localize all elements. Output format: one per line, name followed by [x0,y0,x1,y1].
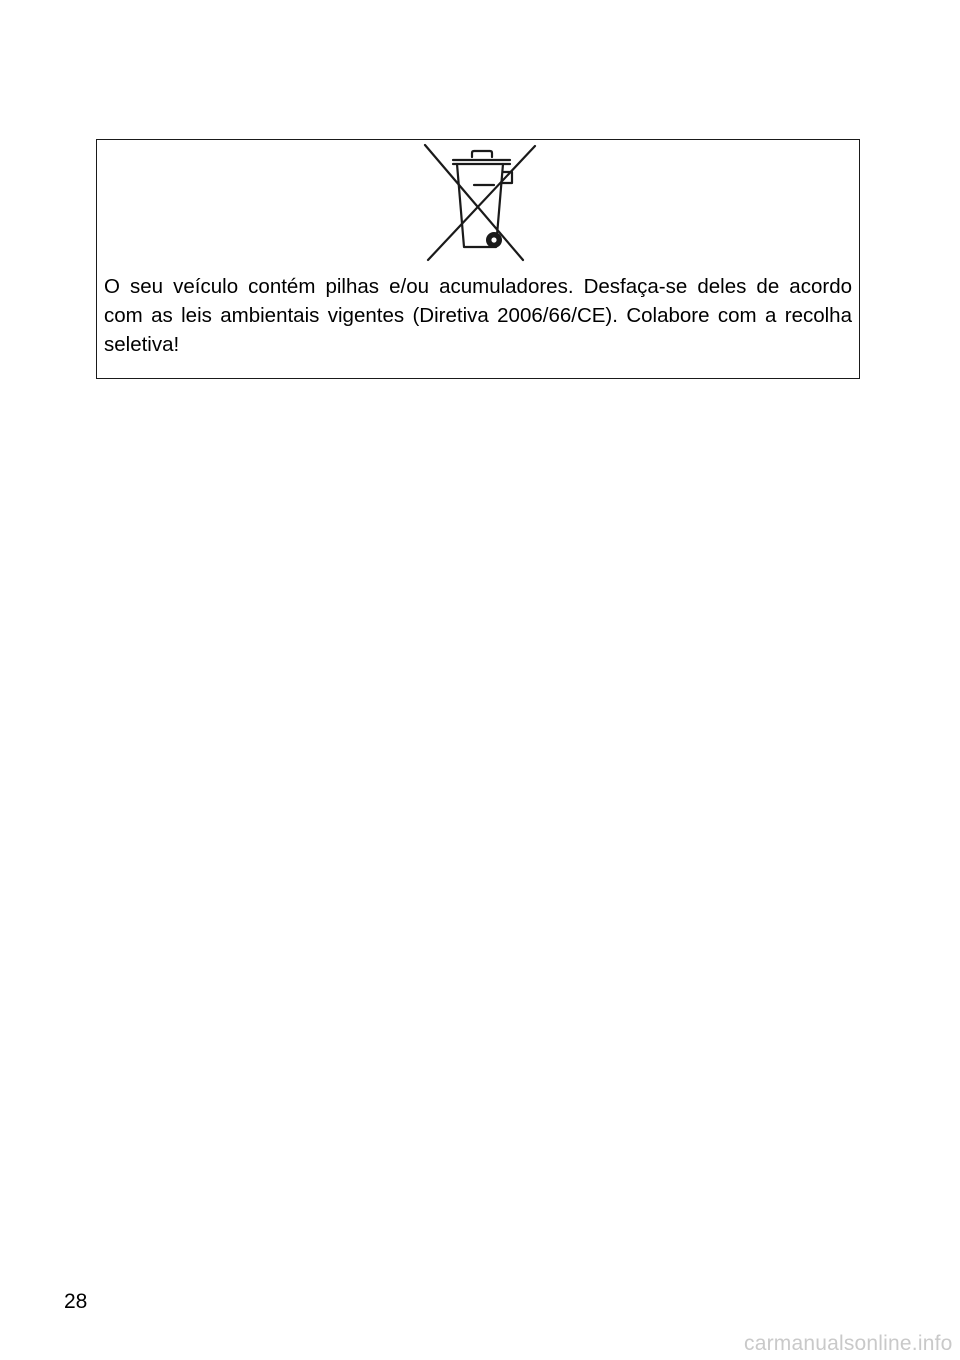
battery-disposal-notice-text: O seu veículo contém pilhas e/ou acumuladores. Desfaça-se deles de acordo com as leis ambientais vigentes (Diretiva 2006/66/CE). Colabore com a recolha seletiva! [104,275,852,356]
crossed-out-wheelie-bin-icon [422,143,538,263]
watermark-text: carmanualsonline.info [744,1332,953,1355]
page-number: 28 [64,1290,88,1313]
